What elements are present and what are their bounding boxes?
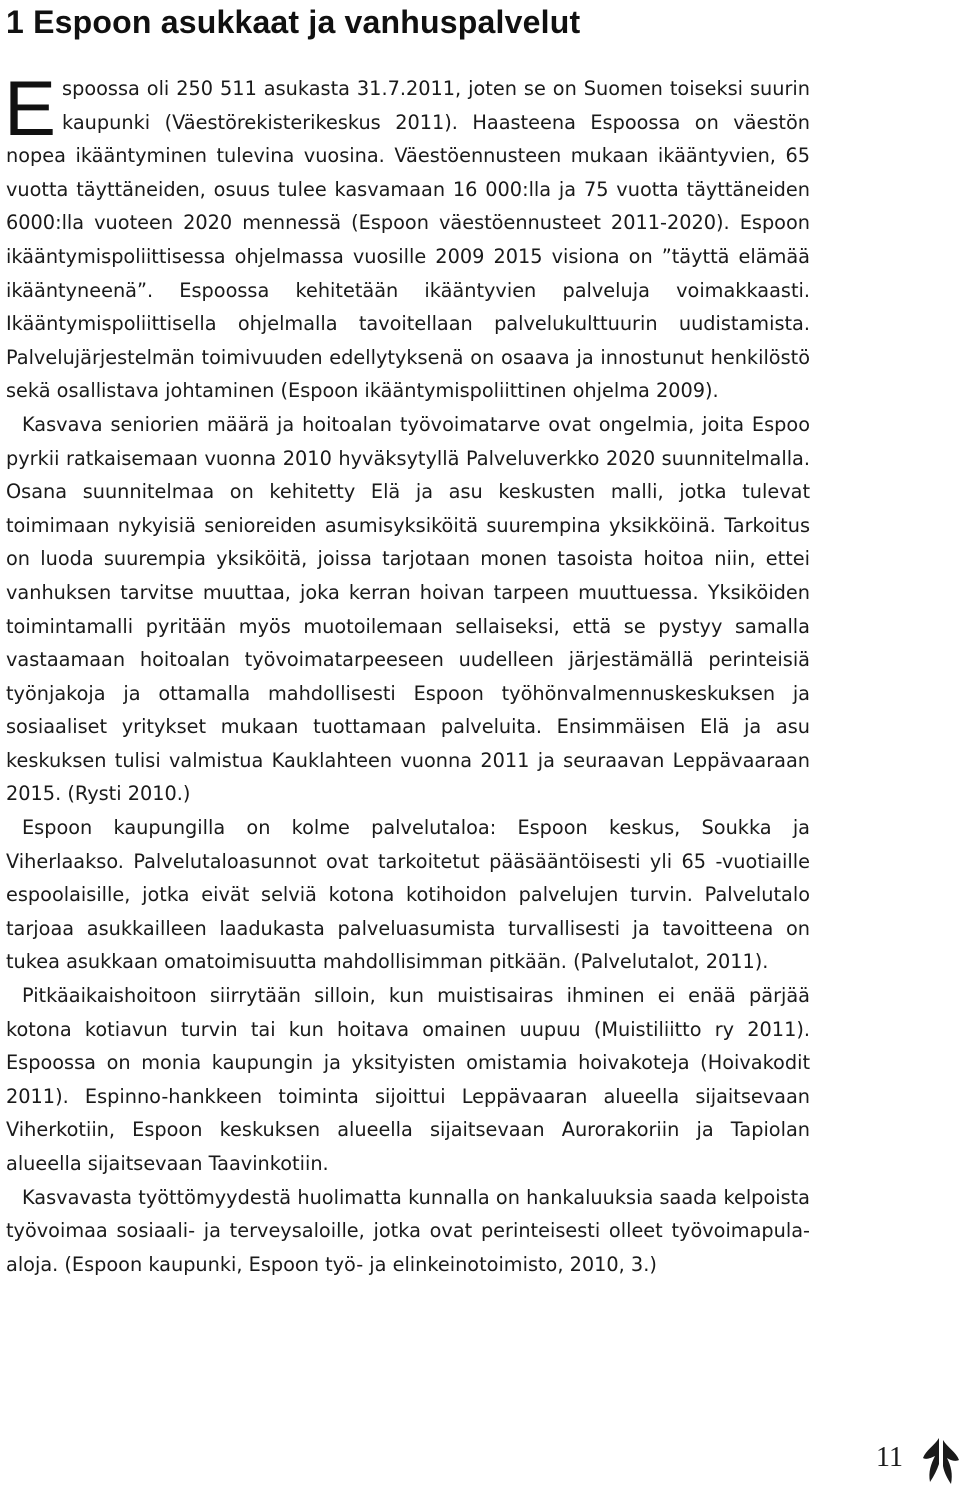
paragraph-1 [4,64,810,408]
espoo-logo-icon [922,1436,960,1486]
paragraph-2: Kasvava seniorien määrä ja hoitoalan työvoimatarve ovat ongelmia, joita Espoo pyrkii ratkaisemaan vuonna 2010 hyväksytyllä Palveluverkko 2020 suunnitelmalla. Osana suunnitelmaa on kehitetty Elä ja asu keskusten malli, jotka tulevat toimimaan nykyisiä senioreiden asumisyksiköitä suurempina yksikköinä. Tarkoitus on luoda suurempia yksiköitä, joissa tarjotaan monen tasoista hoitoa niin, ettei vanhuksen tarvitse muuttaa, joka kerran hoivan tarpeen muuttuessa. Yksiköiden toimintamalli pyritään myös muotoilemaan sellaiseksi, että se pystyy samalla vastaamaan hoitoalan työvoimatarpeeseen uudelleen järjestämällä perinteisiä työnjakoja ja ottamalla mahdollisesti Espoon työhönvalmennuskeskuksen ja sosiaaliset yritykset mukaan tuottamaan palveluita. Ensimmäisen Elä ja asu keskuksen tulisi valmistua Kauklahteen vuonna 2011 ja seuraavan Leppävaaraan 2015. (Rysti 2010.) [6,412,810,806]
body-text [4,64,810,1281]
document-page [6,0,810,1281]
paragraph-1-text: spoossa oli 250 511 asukasta 31.7.2011, joten se on Suomen toiseksi suurin kaupunki (Väestörekisterikeskus 2011). Haasteena Espoossa on väestön nopea ikääntyminen tulevina vuosina. Väestöennusteen mukaan ikääntyvien, 65 vuotta täyttäneiden, osuus tulee kasvamaan 16 000:lla ja 75 vuotta täyttäneiden 6000:lla vuoteen 2020 mennessä (Espoon väestöennusteet 2011-2020). Espoon ikääntymispoliittisessa ohjelmassa vuosille 2009 2015 visiona on ”täyttä elämää ikääntyneenä”. Espoossa kehitetään ikääntyvien palveluja voimakkaasti. Ikääntymispoliittisella ohjelmalla tavoitellaan palvelukulttuurin uudistamista. Palvelujärjestelmän toimivuuden edellytyksenä on osaava ja innostunut henkilöstö sekä osallistava johtaminen (Espoon ikääntymispoliittinen ohjelma 2009). [6,77,810,403]
chapter-heading: 1 Espoon asukkaat ja vanhuspalvelut [6,4,581,40]
paragraph-5: Kasvavasta työttömyydestä huolimatta kunnalla on hankaluuksia saada kelpoista työvoimaa sosiaali- ja terveysaloille, jotka ovat perinteisesti olleet työvoimapula-aloja. (Espoon kaupunki, Espoon työ- ja elinkeinotoimisto, 2010, 3.) [6,1185,810,1276]
page-number: 11 [876,1442,903,1473]
drop-cap: E [4,64,57,152]
paragraph-4: Pitkäaikaishoitoon siirrytään silloin, kun muistisairas ihminen ei enää pärjää kotona kotiavun turvin tai kun hoitava omainen uupuu (Muistiliitto ry 2011). Espoossa on monia kaupungin ja yksityisten omistamia hoivakoteja (Hoivakodit 2011). Espinno-hankkeen toiminta sijoittui Leppävaaran alueella sijaitsevaan Viherkotiin, Espoon keskuksen alueella sijaitsevaan Aurorakoriin ja Tapiolan alueella sijaitsevaan Taavinkotiin. [6,984,810,1175]
paragraph-3: Espoon kaupungilla on kolme palvelutaloa: Espoon keskus, Soukka ja Viherlaakso. Palvelutaloasunnot ovat tarkoitetut pääsääntöisesti yli 65 -vuotiaille espoolaisille, jotka eivät selviä kotona kotihoidon palvelujen turvin. Palvelutalo tarjoaa asukkailleen laadukasta palveluasumista turvallisesti ja tavoitteena on tukea asukkaan omatoimisuutta mahdollisimman pitkään. (Palvelutalot, 2011). [6,816,810,974]
